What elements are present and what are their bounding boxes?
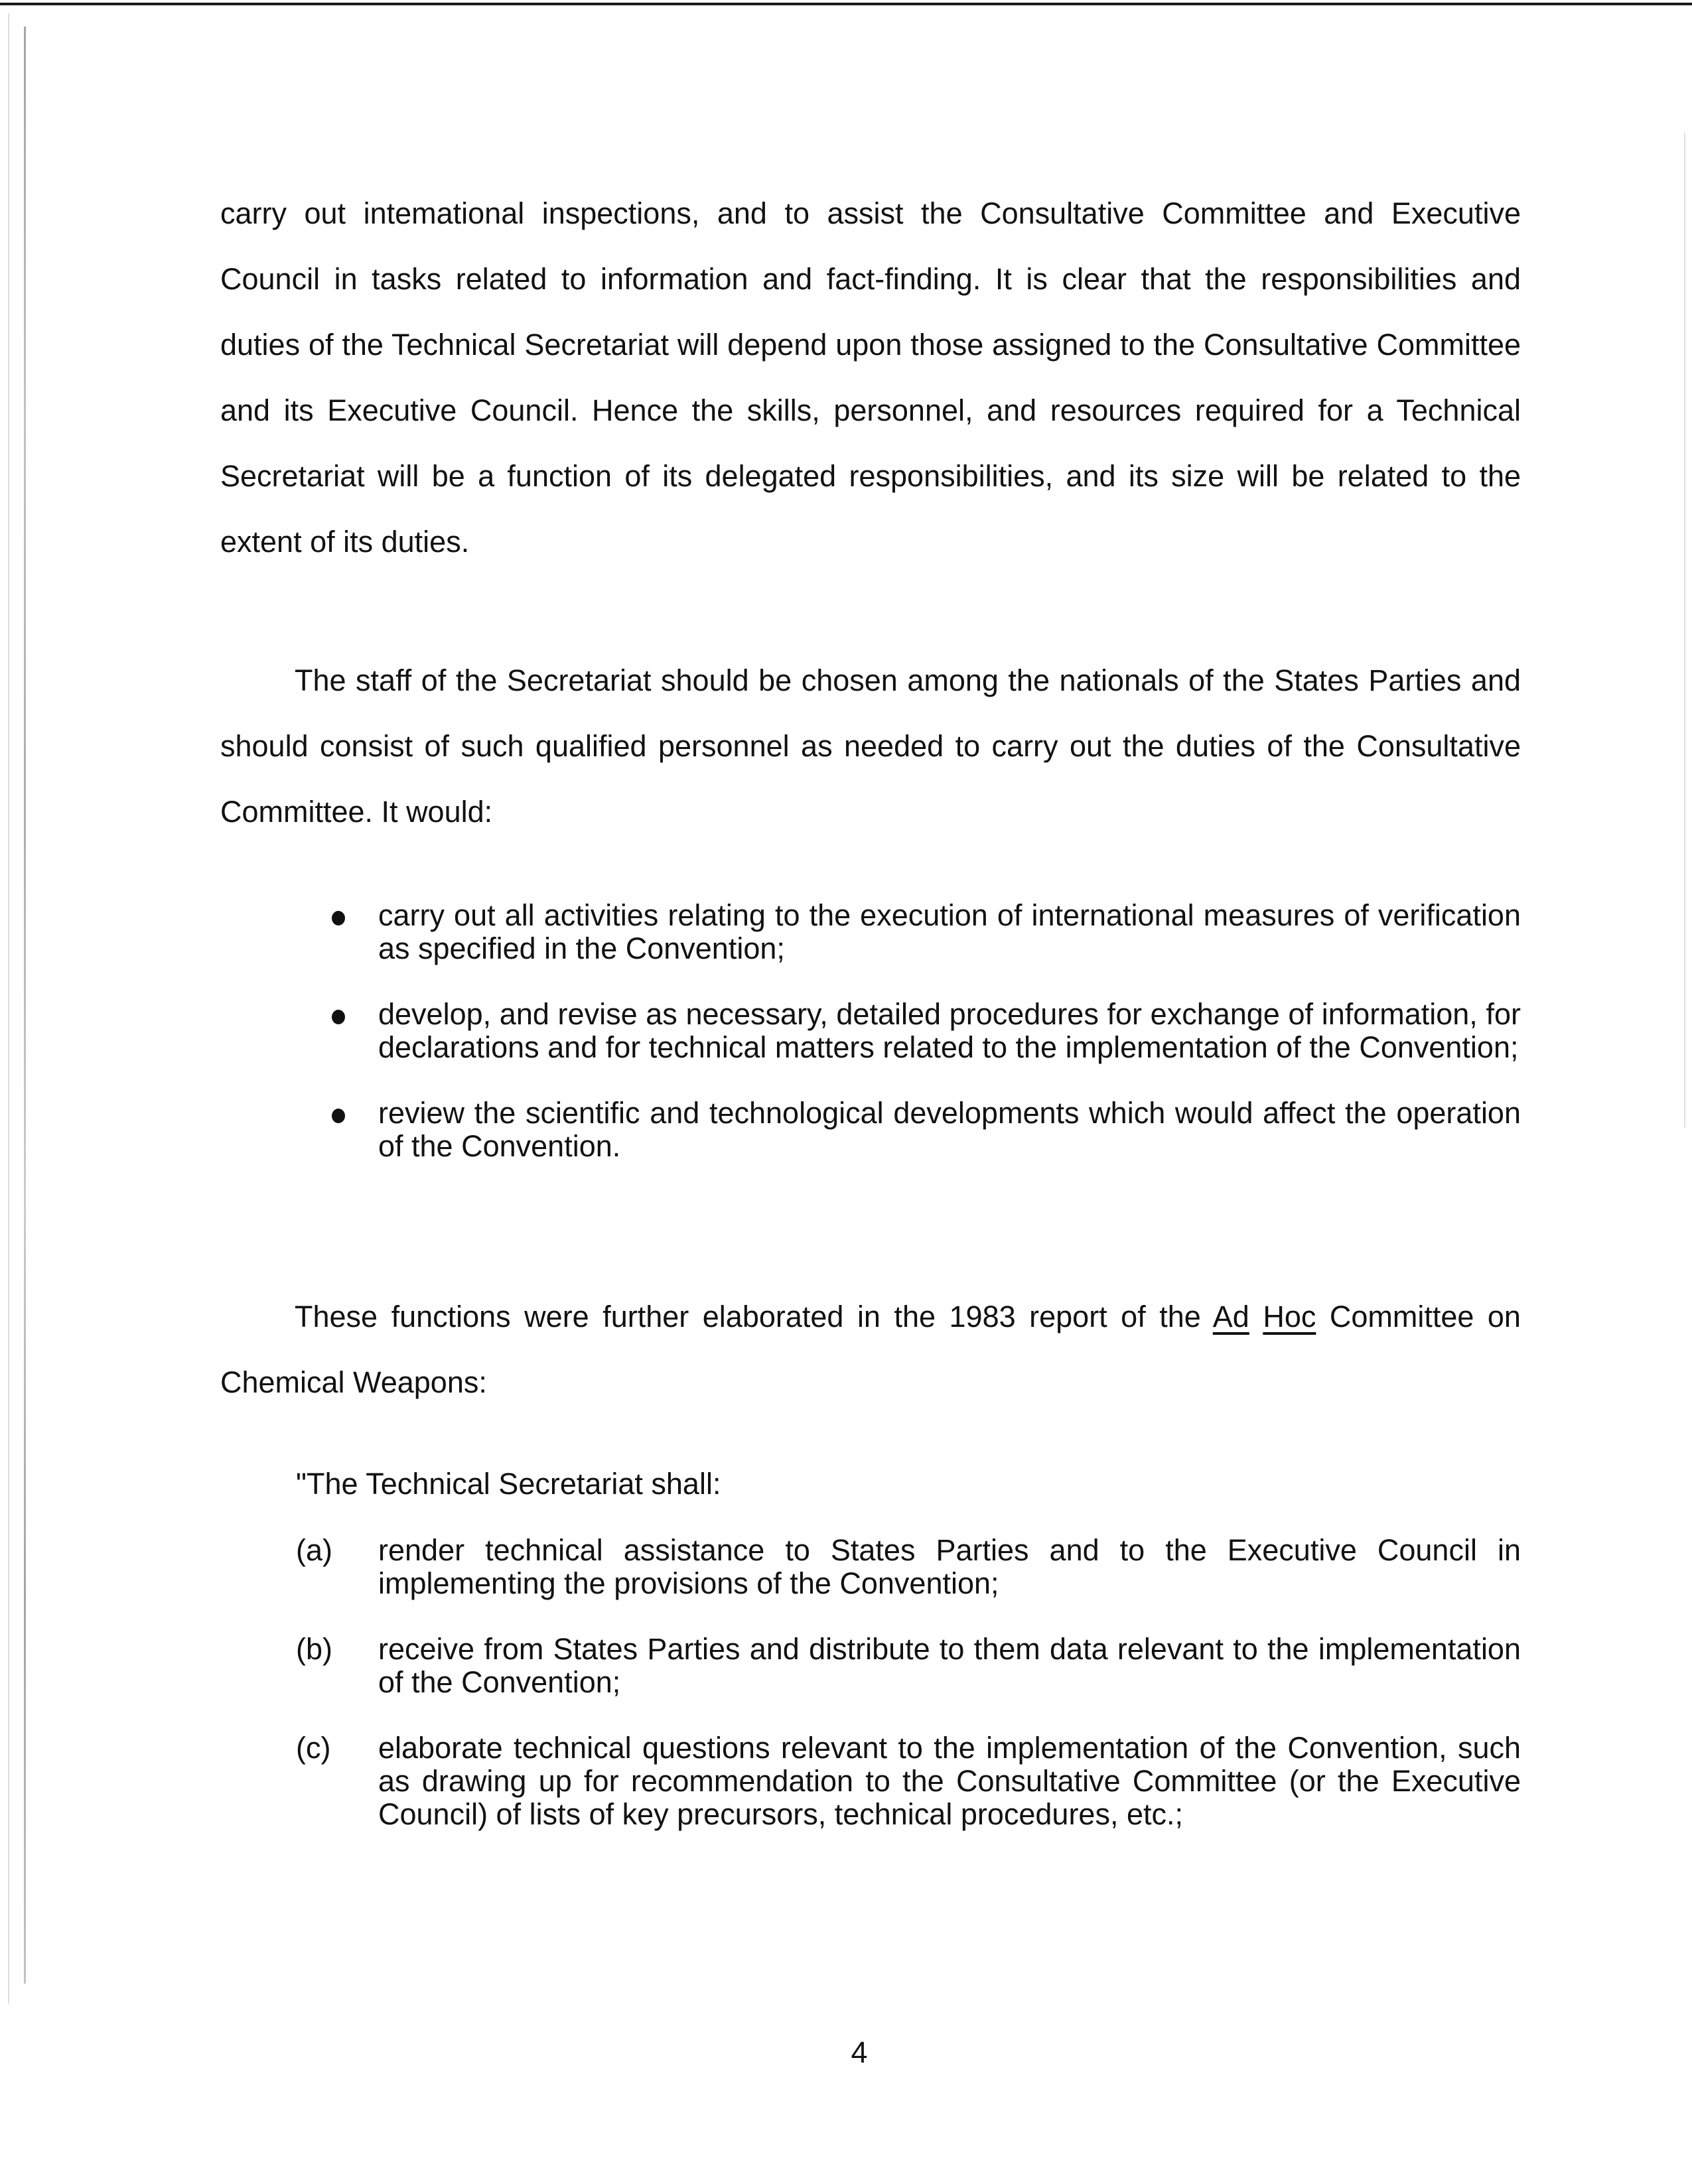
quote-list — [296, 1534, 1521, 1831]
bullet-item-review — [316, 1097, 1521, 1163]
bullet-icon — [332, 1010, 345, 1024]
bullet-icon — [332, 1109, 345, 1123]
bullet-icon — [332, 911, 345, 925]
quote-item-a — [296, 1534, 1521, 1600]
bullet-list — [316, 899, 1521, 1163]
bullet-item-procedures — [316, 998, 1521, 1064]
scan-binding-edge — [24, 27, 26, 1984]
top-border-rule — [0, 3, 1692, 5]
paragraph-responsibilities: carry out intemational inspections, and to assist the Consultative Committee and Executive Council in tasks related to information and fact-finding. It is clear that the responsibilities and duties of the Technical Secretariat will depend upon those assigned to the Consultative Committee and its Executive Council. Hence the skills, personnel, and resources required for a Technical Secretariat will be a function of its delegated responsibilities, and its size will be related to the extent of its duties. — [220, 196, 1521, 559]
paragraph-elaborated — [220, 1284, 1521, 1415]
quote-intro: "The Technical Secretariat shall: — [296, 1467, 721, 1501]
item-text: elaborate technical questions relevant to the implementation of the Convention, such as drawing up for recommendation to the Consultative Committee (or the Executive Council) of lists of key precursors, technical procedures, etc.; — [378, 1731, 1521, 1831]
item-marker: (c) — [296, 1731, 331, 1765]
scan-left-edge-mark — [8, 13, 9, 2004]
item-text: render technical assistance to States Parties and to the Executive Council in implementing the provisions of the Convention; — [378, 1533, 1521, 1600]
hoc-underlined: Hoc — [1263, 1300, 1316, 1333]
bullet-text: carry out all activities relating to the execution of international measures of verification as specified in the Convention; — [378, 898, 1521, 965]
page-number: 4 — [851, 2035, 868, 2069]
item-text: receive from States Parties and distribute to them data relevant to the implementation of the Convention; — [378, 1632, 1521, 1699]
ad-underlined: Ad — [1212, 1300, 1249, 1333]
scan-right-edge-mark — [1684, 133, 1685, 1128]
quote-item-c — [296, 1732, 1521, 1831]
item-marker: (a) — [296, 1533, 332, 1567]
bullet-text: review the scientific and technological developments which would affect the operation of the Convention. — [378, 1096, 1521, 1163]
item-marker: (b) — [296, 1632, 332, 1666]
paragraph-staff: The staff of the Secretariat should be chosen among the nationals of the States Parties and should consist of such qualified personnel as needed to carry out the duties of the Consultative Committee. It would: — [220, 663, 1521, 829]
quote-item-b — [296, 1633, 1521, 1699]
paragraph-elaborated-tail: Committee on Chemical Weapons: — [220, 1300, 1521, 1399]
paragraph-elaborated-lead: These functions were further elaborated in the 1983 report of the — [295, 1300, 1213, 1333]
bullet-text: develop, and revise as necessary, detailed procedures for exchange of information, for declarations and for technical matters related to the implementation of the Convention; — [378, 997, 1521, 1064]
bullet-item-verification — [316, 899, 1521, 965]
